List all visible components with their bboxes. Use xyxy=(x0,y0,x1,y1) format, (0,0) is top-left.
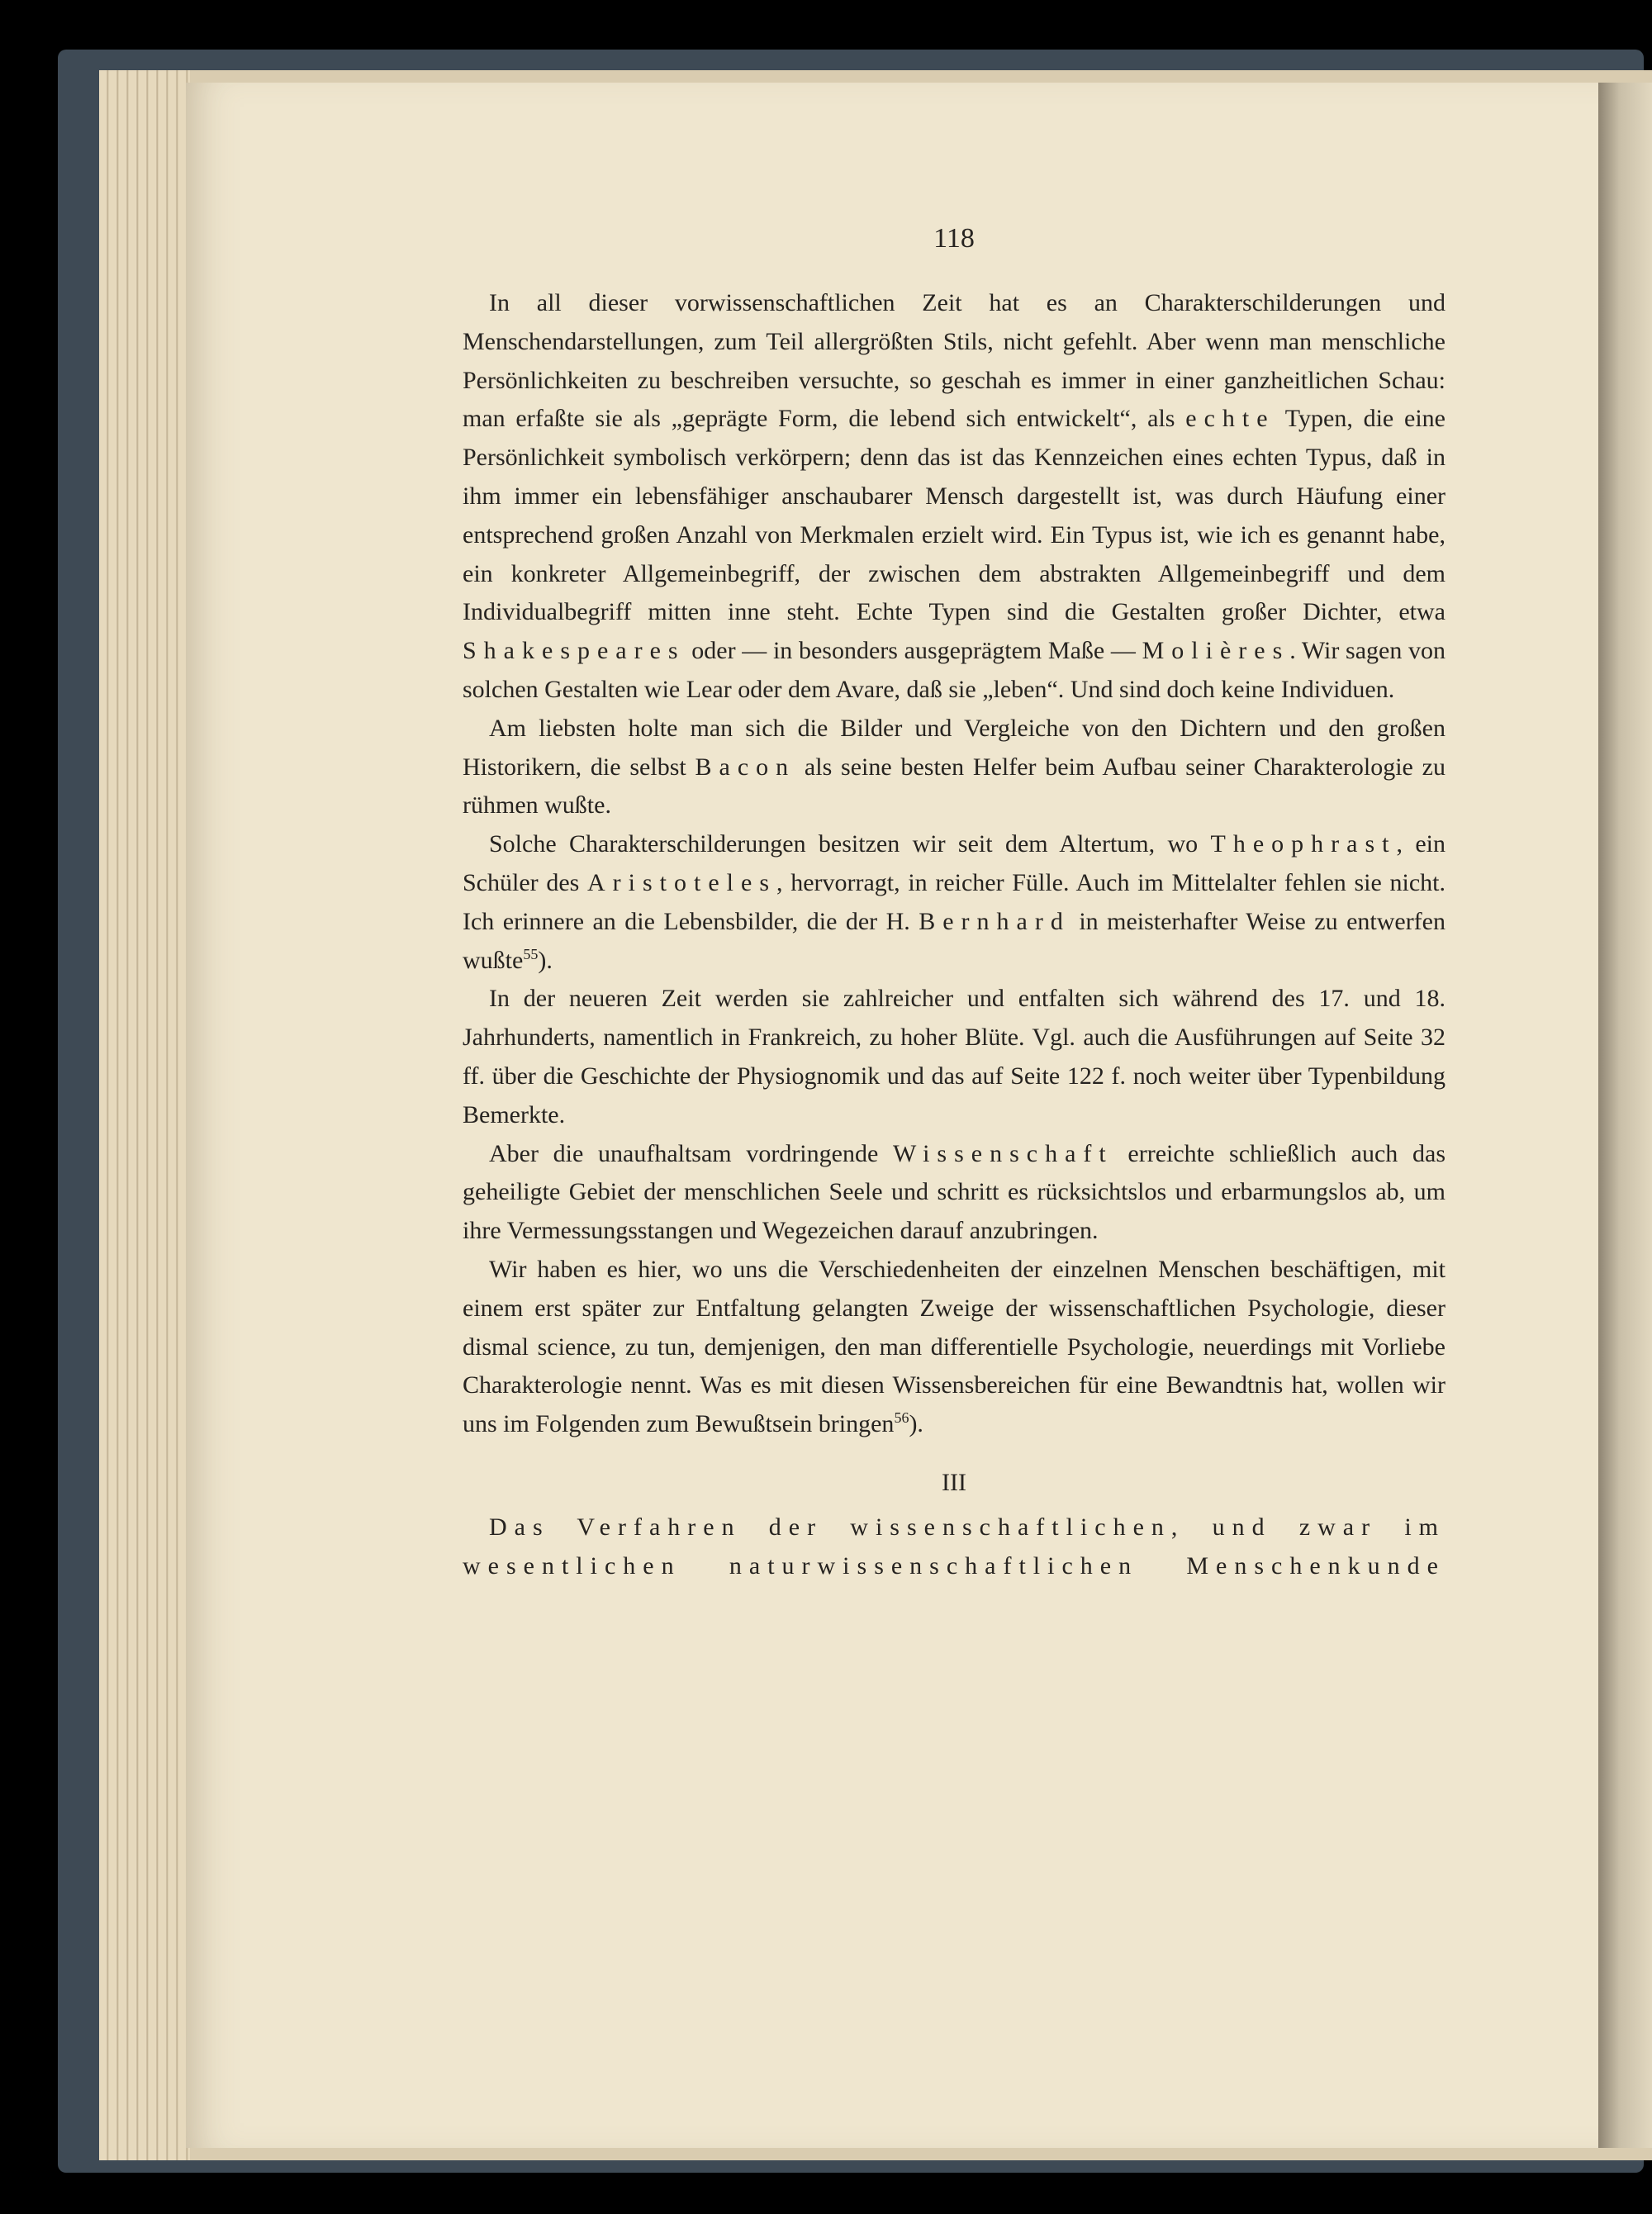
text-run: Wir haben es hier, wo uns die Verschiedenheiten der einzelnen Menschen beschäftigen, mit einem erst später zur Entfaltung gelangten Zweige der wissenschaftlichen Psychologie, dieser dismal science, zu tun, demjenigen, den man differentielle Psychologie, neuerdings mit Vorliebe Charakterologie nennt. Was es mit diesen Wissensbereichen für eine Bewandtnis hat, wollen wir uns im Folgenden zum Bewußtsein bringen xyxy=(463,1255,1446,1438)
footnote-reference: 55 xyxy=(523,945,539,962)
paragraph xyxy=(463,710,1446,825)
spaced-emphasis: Bacon xyxy=(695,753,796,781)
section-title-line-1: Das Verfahren der wissenschaftlichen, und zwar im xyxy=(489,1513,1446,1541)
text-run: in meisterhafter Weise zu entwerfen wußte xyxy=(463,907,1446,974)
page-content xyxy=(463,223,1446,1586)
paragraph xyxy=(463,1251,1446,1444)
paragraph xyxy=(463,1135,1446,1251)
text-run: , ein Schüler des xyxy=(463,830,1446,896)
text-run: In der neueren Zeit werden sie zahlreicher und entfalten sich während des 17. und 18. Jahrhunderts, namentlich in Frankreich, zu hoher Blüte. Vgl. auch die Ausführungen auf Seite 32 ff. über die Geschichte der Physiognomik und das auf Seite 122 f. noch weiter über Typenbildung Bemerkte. xyxy=(463,985,1446,1128)
spaced-emphasis: Theophrast xyxy=(1210,830,1397,858)
section-title xyxy=(463,1508,1446,1586)
text-run: als seine besten Helfer beim Aufbau seiner Charakterologie zu rühmen wußte. xyxy=(463,753,1446,820)
spaced-emphasis: Bernhard xyxy=(919,907,1070,935)
section-title-line-2: wesentlichen naturwissenschaftlichen Menschenkunde xyxy=(463,1551,1446,1580)
spaced-emphasis: Shakespeares xyxy=(463,637,686,665)
spaced-emphasis: Molières xyxy=(1142,637,1290,665)
text-run: , hervorragt, in reicher Fülle. Auch im Mittelalter fehlen sie nicht. Ich erinnere an die Lebensbilder, die der H. xyxy=(463,868,1446,935)
section-number: III xyxy=(942,1468,966,1496)
text-run: oder — in besonders ausgeprägtem Maße — xyxy=(685,637,1142,665)
spaced-emphasis: Aristoteles xyxy=(587,868,776,896)
text-run: Aber die unaufhaltsam vordringende xyxy=(489,1139,893,1167)
text-run: . Wir sagen von solchen Gestalten wie Lear oder dem Avare, daß sie „leben“. Und sind doch keine Individuen. xyxy=(463,637,1446,703)
body-text xyxy=(463,284,1446,1444)
facing-page-edge xyxy=(1598,83,1652,2148)
spaced-emphasis: Wissenschaft xyxy=(892,1139,1113,1167)
text-run: ). xyxy=(538,946,553,974)
text-run: erreichte schließlich auch das geheiligte Gebiet der menschlichen Seele und schritt es rücksichtslos und erbarmungslos ab, um ihre Vermessungsstangen und Wegezeichen darauf anzubringen. xyxy=(463,1139,1446,1245)
page-number: 118 xyxy=(933,223,975,254)
paragraph xyxy=(463,980,1446,1134)
text-run: Typen, die eine Persönlichkeit symbolisch verkörpern; denn das ist das Kennzeichen eines echten Typus, daß in ihm immer ein lebensfähiger anschaubarer Mensch dargestellt ist, was durch Häufung einer entsprechend großen Anzahl von Merkmalen erzielt wird. Ein Typus ist, wie ich es genannt habe, ein konkreter Allgemeinbegriff, der zwischen dem abstrakten Allgemeinbegriff und dem Individualbegriff mitten inne steht. Echte Typen sind die Gestalten großer Dichter, etwa xyxy=(463,405,1446,626)
footnote-reference: 56 xyxy=(894,1409,909,1427)
spaced-emphasis: echte xyxy=(1185,405,1275,433)
text-run: ). xyxy=(909,1410,923,1438)
paragraph xyxy=(463,284,1446,710)
paragraph xyxy=(463,825,1446,980)
text-run: In all dieser vorwissenschaftlichen Zeit hat es an Charakterschilderungen und Menschendarstellungen, zum Teil allergrößten Stils, nicht gefehlt. Aber wenn man menschliche Persönlichkeiten zu beschreiben versuchte, so geschah es immer in einer ganzheitlichen Schau: man erfaßte sie als „geprägte Form, die lebend sich entwickelt“, als xyxy=(463,289,1446,433)
text-run: Am liebsten holte man sich die Bilder und Vergleiche von den Dichtern und den großen Historikern, die selbst xyxy=(463,714,1446,781)
text-run: Solche Charakterschilderungen besitzen wir seit dem Altertum, wo xyxy=(489,830,1211,858)
